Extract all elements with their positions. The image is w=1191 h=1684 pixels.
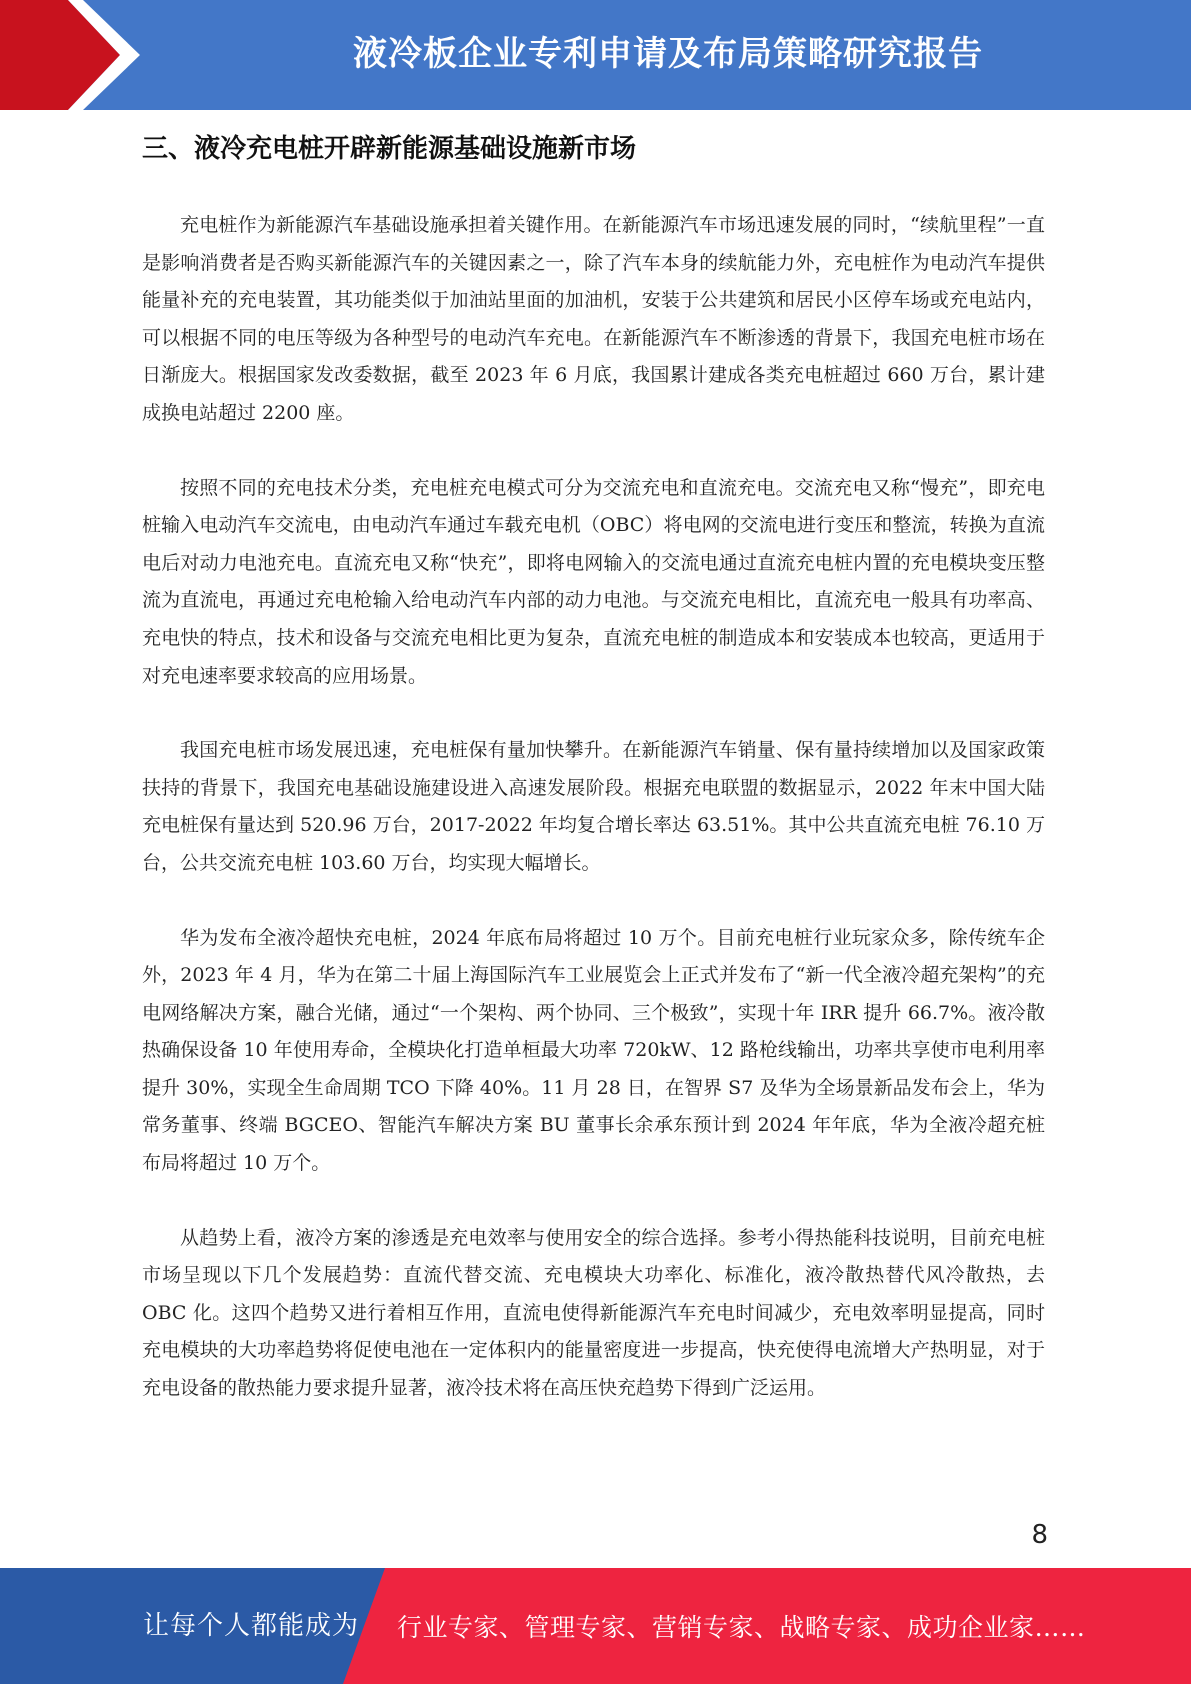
- chevron-arrow-icon: [0, 0, 160, 110]
- page-footer: [0, 1568, 1191, 1684]
- paragraph: 从趋势上看，液冷方案的渗透是充电效率与使用安全的综合选择。参考小得热能科技说明，目前充电桩市场呈现以下几个发展趋势：直流代替交流、充电模块大功率化、标准化，液冷散热替代风冷散热，去 OBC 化。这四个趋势又进行着相互作用，直流电使得新能源汽车充电时间减少，充电效率明显提高，同时充电模块的大功率趋势将促使电池在一定体积内的能量密度进一步提高，快充使得电流增大产热明显，对于充电设备的散热能力要求提升显著，液冷技术将在高压快充趋势下得到广泛运用。: [142, 1226, 1045, 1400]
- page-header: [0, 0, 1191, 110]
- footer-slogan-right: 行业专家、管理专家、营销专家、战略专家、成功企业家……: [397, 1613, 1086, 1642]
- footer-slogan-left: 让每个人都能成为: [143, 1611, 360, 1641]
- body-text: [142, 207, 1045, 1445]
- page-number: 8: [1031, 1520, 1048, 1550]
- paragraph: 充电桩作为新能源汽车基础设施承担着关键作用。在新能源汽车市场迅速发展的同时，“续航里程”一直是影响消费者是否购买新能源汽车的关键因素之一，除了汽车本身的续航能力外，充电桩作为电动汽车提供能量补充的充电装置，其功能类似于加油站里面的加油机，安装于公共建筑和居民小区停车场或充电站内，可以根据不同的电压等级为各种型号的电动汽车充电。在新能源汽车不断渗透的背景下，我国充电桩市场在日渐庞大。根据国家发改委数据，截至 2023 年 6 月底，我国累计建成各类充电桩超过 660 万台，累计建成换电站超过 2200 座。: [142, 214, 1045, 424]
- paragraph: 按照不同的充电技术分类，充电桩充电模式可分为交流充电和直流充电。交流充电又称“慢充”，即充电桩输入电动汽车交流电，由电动汽车通过车载充电机（OBC）将电网的交流电进行变压和整流，转换为直流电后对动力电池充电。直流充电又称“快充”，即将电网输入的交流电通过直流充电桩内置的充电模块变压整流为直流电，再通过充电枪输入给电动汽车内部的动力电池。与交流充电相比，直流充电一般具有功率高、充电快的特点，技术和设备与交流充电相比更为复杂，直流充电桩的制造成本和安装成本也较高，更适用于对充电速率要求较高的应用场景。: [142, 476, 1045, 687]
- paragraph: 华为发布全液冷超快充电桩，2024 年底布局将超过 10 万个。目前充电桩行业玩家众多，除传统车企外，2023 年 4 月，华为在第二十届上海国际汽车工业展览会上正式并发布了“新一代全液冷超充架构”的充电网络解决方案，融合光储，通过“一个架构、两个协同、三个极致”，实现十年 IRR 提升 66.7%。液冷散热确保设备 10 年使用寿命，全模块化打造单桓最大功率 720kW、12 路枪线输出，功率共享使市电利用率提升 30%，实现全生命周期 TCO 下降 40%。11 月 28 日，在智界 S7 及华为全场景新品发布会上，华为常务董事、终端 BGCEO、智能汽车解决方案 BU 董事长余承东预计到 2024 年年底，华为全液冷超充桩布局将超过 10 万个。: [142, 926, 1045, 1175]
- paragraph: 我国充电桩市场发展迅速，充电桩保有量加快攀升。在新能源汽车销量、保有量持续增加以及国家政策扶持的背景下，我国充电基础设施建设进入高速发展阶段。根据充电联盟的数据显示，2022 年末中国大陆充电桩保有量达到 520.96 万台，2017-2022 年均复合增长率达 63.51%。其中公共直流充电桩 76.10 万台，公共交流充电桩 103.60 万台，均实现大幅增长。: [142, 739, 1045, 874]
- report-title: 液冷板企业专利申请及布局策略研究报告: [353, 34, 983, 74]
- section-heading: 三、液冷充电桩开辟新能源基础设施新市场: [142, 134, 637, 164]
